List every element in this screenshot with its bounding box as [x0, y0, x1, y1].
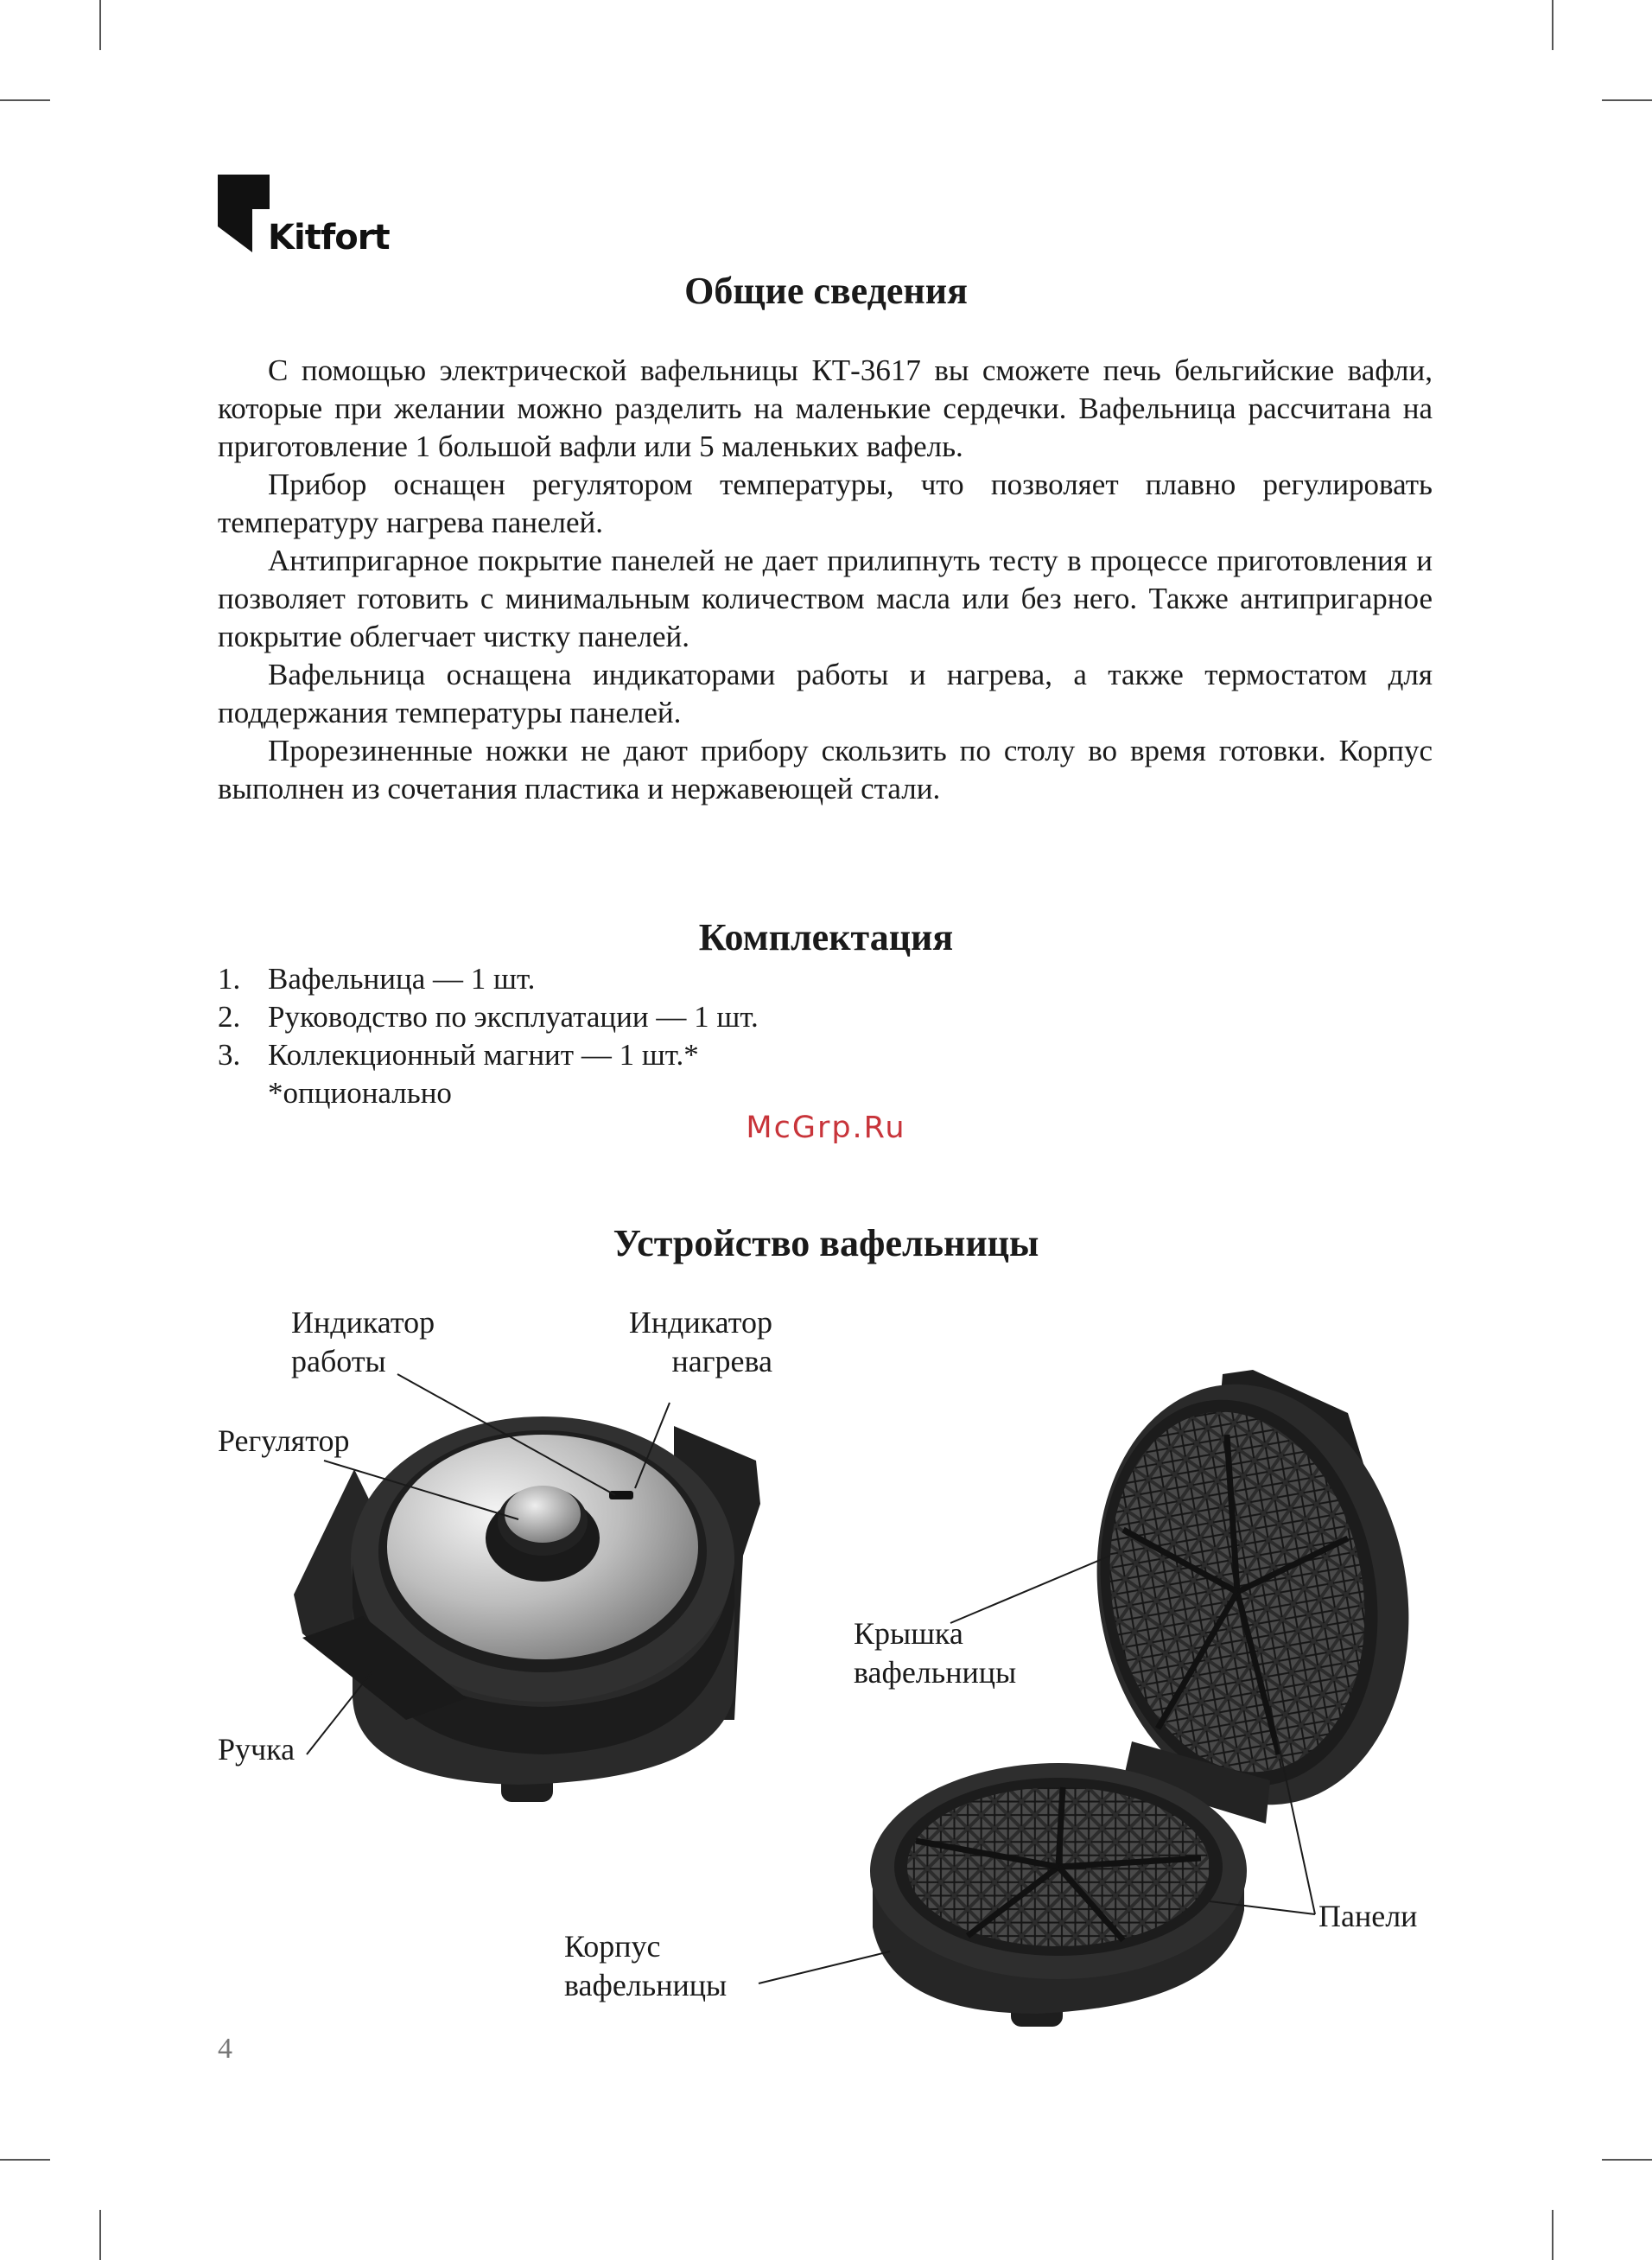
label-indicator-heat [596, 1303, 772, 1381]
paragraph: Вафельница оснащена индикаторами работы и нагрева, а также термостатом для поддержания температуры панелей. [218, 658, 1433, 729]
list-item-text: Вафельница — 1 шт. [268, 962, 536, 996]
indicator-lights [609, 1491, 633, 1499]
section-title-general: Общие сведения [684, 270, 968, 312]
list-item-number: 2. [218, 1000, 241, 1034]
label-body [564, 1927, 727, 2005]
watermark: McGrp.Ru [746, 1111, 906, 1145]
leader-line-body [759, 1951, 890, 1983]
label-body-line1: Корпус [564, 1929, 661, 1964]
paragraph: Антипригарное покрытие панелей не дает прилипнуть тесту в процессе приготовления и позволяет готовить с минимальным количеством масла или без него. Также антипригарное покрытие облегчает чистку панелей. [218, 544, 1433, 653]
section-title-contents: Комплектация [698, 916, 954, 958]
section-title-device: Устройство вафельницы [613, 1222, 1039, 1264]
label-regulator: Регулятор [218, 1423, 350, 1458]
label-indicator-work-line2: работы [291, 1344, 386, 1378]
label-body-line2: вафельницы [564, 1968, 728, 2002]
label-indicator-heat-line2: нагрева [671, 1344, 772, 1378]
label-indicator-heat-line1: Индикатор [628, 1305, 772, 1340]
label-lid-line2: вафельницы [854, 1655, 1017, 1690]
list-item-text: Коллекционный магнит — 1 шт.* [268, 1038, 699, 1072]
optional-note: *опционально [268, 1076, 452, 1110]
paragraph: Прибор оснащен регулятором температуры, что позволяет плавно регулировать температуру нагрева панелей. [218, 468, 1433, 539]
list-item-text: Руководство по эксплуатации — 1 шт. [268, 1000, 759, 1034]
label-lid [854, 1614, 1016, 1692]
list-item-number: 3. [218, 1038, 241, 1072]
paragraph: Прорезиненные ножки не дают прибору скользить по столу во время готовки. Корпус выполнен из сочетания пластика и нержавеющей стали. [218, 734, 1433, 805]
leader-line-lid [950, 1556, 1110, 1623]
label-lid-line1: Крышка [854, 1616, 963, 1651]
label-indicator-work [291, 1303, 435, 1381]
closed-waffle-maker [294, 1416, 760, 1802]
list-item-number: 1. [218, 962, 241, 996]
paragraph: С помощью электрической вафельницы КТ-3617 вы сможете печь бельгийские вафли, которые при желании можно разделить на маленькие сердечки. Вафельница рассчитана на приготовление 1 большой вафли или 5 маленьких вафель. [218, 353, 1433, 463]
label-panels: Панели [1318, 1899, 1418, 1933]
regulator-knob [505, 1486, 581, 1543]
brand-name: Kitfort [268, 218, 390, 258]
label-indicator-work-line1: Индикатор [291, 1305, 435, 1340]
label-handle: Ручка [218, 1732, 295, 1767]
page-number: 4 [218, 2033, 232, 2065]
